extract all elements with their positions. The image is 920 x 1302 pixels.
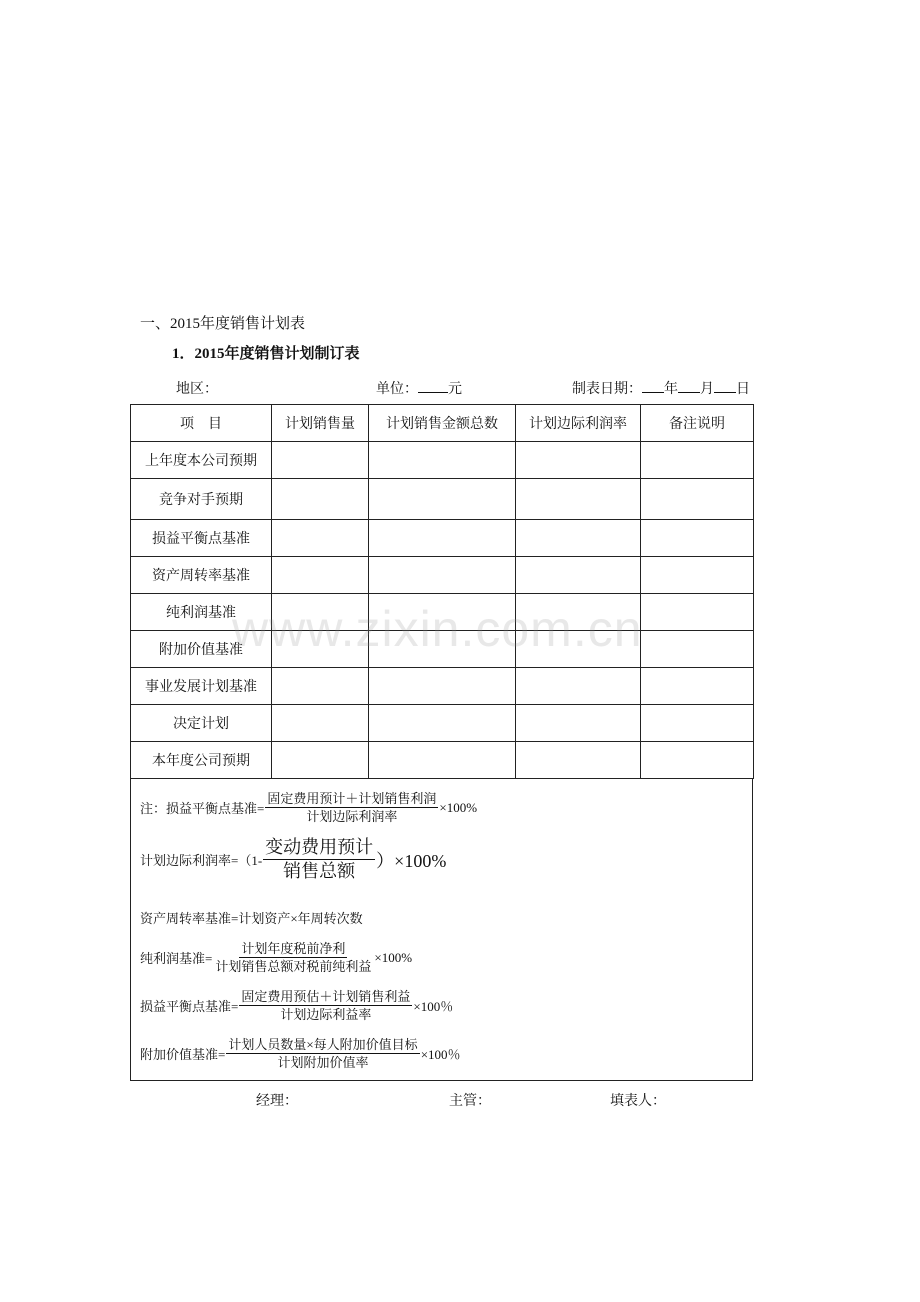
row-label: 资产周转率基准 (131, 557, 272, 594)
table-cell[interactable] (369, 742, 516, 779)
fraction (265, 790, 438, 825)
table-cell[interactable] (516, 520, 641, 557)
table-cell[interactable] (641, 631, 754, 668)
day-blank (714, 380, 736, 393)
table-cell[interactable] (641, 594, 754, 631)
table-cell[interactable] (641, 557, 754, 594)
region-label: 地区： (176, 382, 218, 397)
month-label: 月 (700, 382, 714, 397)
table-row (131, 479, 754, 520)
table-cell[interactable] (272, 479, 369, 520)
numerator: 变动费用预计 (263, 836, 375, 860)
table-cell[interactable] (516, 479, 641, 520)
table-row (131, 705, 754, 742)
formula-prefix: 注：损益平衡点基准= (140, 801, 265, 816)
denominator: 计划边际利益率 (280, 1007, 372, 1022)
table-cell[interactable] (641, 442, 754, 479)
row-label: 纯利润基准 (131, 594, 272, 631)
fraction (239, 988, 412, 1023)
formula-suffix: ×100％ (420, 1047, 461, 1062)
formula-suffix: ×100% (374, 949, 413, 965)
formula-suffix: ）×100% (376, 850, 447, 871)
table-row (131, 442, 754, 479)
table-cell[interactable] (641, 520, 754, 557)
fraction (226, 1036, 419, 1071)
table-cell[interactable] (272, 668, 369, 705)
formula-notes (130, 778, 753, 1081)
sales-plan-table (130, 404, 754, 779)
unit-field (376, 378, 462, 398)
table-row (131, 520, 754, 557)
table-cell[interactable] (516, 705, 641, 742)
fraction (213, 940, 373, 975)
row-label: 竞争对手预期 (131, 479, 272, 520)
table-cell[interactable] (369, 479, 516, 520)
formula-suffix: ×100% (439, 799, 478, 815)
table-cell[interactable] (641, 479, 754, 520)
supervisor-label: 主管： (449, 1094, 491, 1109)
day-label: 日 (736, 382, 750, 397)
table-row (131, 557, 754, 594)
table-cell[interactable] (641, 742, 754, 779)
denominator: 计划边际利润率 (306, 809, 398, 824)
unit-blank (418, 380, 448, 393)
formula-prefix: 损益平衡点基准= (140, 999, 239, 1014)
table-cell[interactable] (272, 557, 369, 594)
denominator: 计划销售总额对税前纯利益 (215, 959, 372, 974)
formula-prefix: 纯利润基准= (140, 951, 213, 966)
table-cell[interactable] (516, 668, 641, 705)
table-title: 1．2015年度销售计划制订表 (172, 346, 360, 362)
date-label: 制表日期： (572, 382, 642, 397)
table-cell[interactable] (369, 520, 516, 557)
table-cell[interactable] (369, 668, 516, 705)
section-heading: 一、2015年度销售计划表 (140, 316, 306, 332)
formula-net-profit (140, 940, 412, 975)
formula-prefix: 计划边际利润率=（1- (140, 853, 263, 868)
header-planned-volume: 计划销售量 (272, 405, 369, 442)
table-cell[interactable] (641, 705, 754, 742)
watermark: www.zixin.com.cn (232, 601, 643, 657)
numerator: 固定费用预计＋计划销售利润 (267, 791, 437, 806)
table-cell[interactable] (369, 557, 516, 594)
numerator: 计划年度税前净利 (241, 941, 346, 956)
header-planned-amount: 计划销售金额总数 (369, 405, 516, 442)
row-label: 上年度本公司预期 (131, 442, 272, 479)
table-cell[interactable] (516, 557, 641, 594)
denominator: 销售总额 (283, 861, 356, 881)
formula-break-even-estimate (140, 988, 453, 1023)
table-cell[interactable] (516, 742, 641, 779)
formula-asset-turnover: 资产周转率基准=计划资产×年周转次数 (140, 911, 363, 926)
table-row (131, 668, 754, 705)
header-item: 项 目 (131, 405, 272, 442)
year-label: 年 (664, 382, 678, 397)
formula-break-even (140, 790, 477, 825)
year-blank (642, 380, 664, 393)
numerator: 计划人员数量×每人附加价值目标 (228, 1037, 418, 1052)
header-remarks: 备注说明 (641, 405, 754, 442)
table-cell[interactable] (369, 442, 516, 479)
table-cell[interactable] (272, 442, 369, 479)
manager-label: 经理： (256, 1094, 298, 1109)
fraction (263, 836, 375, 883)
table-cell[interactable] (272, 705, 369, 742)
month-blank (678, 380, 700, 393)
row-label: 附加价值基准 (131, 631, 272, 668)
row-label: 本年度公司预期 (131, 742, 272, 779)
formula-suffix: ×100％ (413, 999, 454, 1014)
numerator: 固定费用预估＋计划销售利益 (241, 989, 411, 1004)
table-cell[interactable] (641, 668, 754, 705)
row-label: 决定计划 (131, 705, 272, 742)
unit-label: 单位： (376, 382, 418, 397)
table-row (131, 742, 754, 779)
denominator: 计划附加价值率 (277, 1055, 369, 1070)
formula-added-value (140, 1036, 461, 1071)
table-header-row (131, 405, 754, 442)
unit-suffix: 元 (448, 382, 462, 397)
date-field (572, 378, 750, 398)
header-margin-rate: 计划边际利润率 (516, 405, 641, 442)
table-cell[interactable] (272, 520, 369, 557)
table-cell[interactable] (272, 742, 369, 779)
formula-prefix: 附加价值基准= (140, 1047, 226, 1062)
table-cell[interactable] (516, 442, 641, 479)
formula-margin-rate (140, 836, 446, 883)
table-cell[interactable] (369, 705, 516, 742)
row-label: 事业发展计划基准 (131, 668, 272, 705)
row-label: 损益平衡点基准 (131, 520, 272, 557)
filler-label: 填表人： (610, 1094, 666, 1109)
